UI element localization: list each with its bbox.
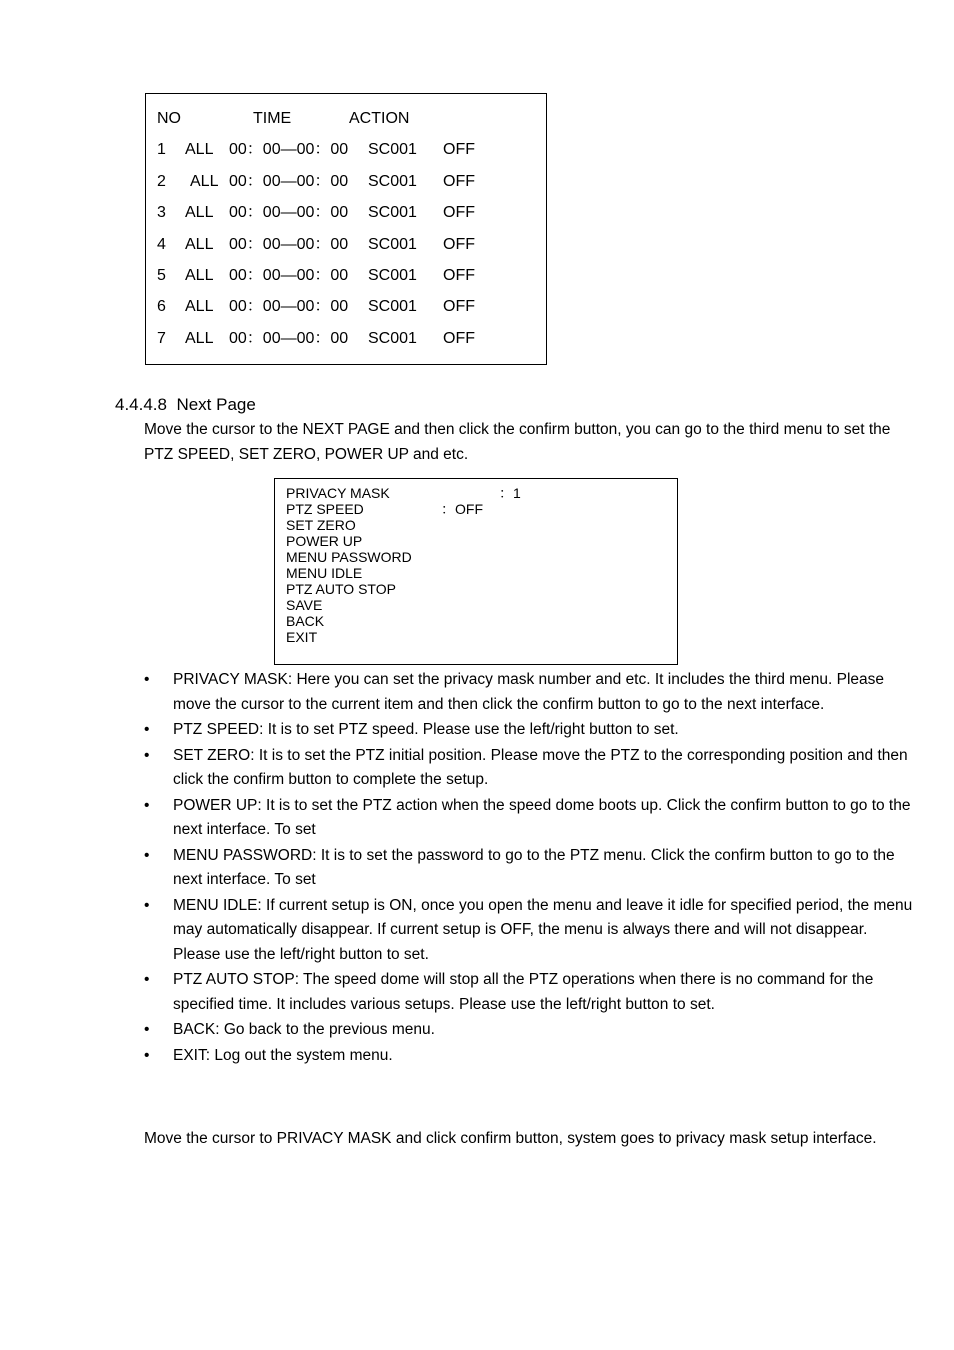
bullet-icon: • (144, 846, 150, 864)
schedule-table (145, 93, 547, 365)
list-item-text: SET ZERO: It is to set the PTZ initial position. Please move the PTZ to the corresponding position and then click the confirm button to complete the setup. (173, 746, 908, 788)
list-item-text: MENU PASSWORD: It is to set the password to go to the PTZ menu. Click the confirm button to go to the next interface. To set (173, 846, 895, 888)
privacy-mask-paragraph: Move the cursor to PRIVACY MASK and click confirm button, system goes to privacy mask setup interface. (144, 1130, 877, 1147)
menu-item-ptz-speed: PTZ SPEED (286, 501, 364, 517)
bullet-icon: • (144, 1021, 150, 1038)
bullet-icon: • (144, 746, 150, 764)
row-day: ALL (185, 236, 214, 253)
menu-item-save: SAVE (286, 597, 323, 613)
row-preset: SC001 (368, 204, 417, 221)
row-day: ALL (185, 330, 214, 347)
row-time: 00：00—00：00 (229, 236, 349, 253)
bullet-icon: • (144, 671, 150, 688)
row-time: 00：00—00：00 (229, 173, 349, 190)
row-action: OFF (443, 298, 475, 315)
menu-item-privacy-mask: PRIVACY MASK (286, 485, 390, 501)
list-item-text: EXIT: Log out the system menu. (173, 1046, 393, 1064)
menu-item-menu-password: MENU PASSWORD (286, 549, 412, 565)
row-preset: SC001 (368, 236, 417, 253)
row-time: 00：00—00：00 (229, 298, 349, 315)
row-number: 3 (157, 204, 166, 221)
list-item (144, 968, 919, 1017)
menu-description-list (144, 668, 919, 1069)
row-number: 5 (157, 267, 166, 284)
menu-item-menu-idle: MENU IDLE (286, 565, 363, 581)
row-number: 6 (157, 298, 166, 315)
row-action: OFF (443, 173, 475, 190)
bullet-icon: • (144, 971, 150, 988)
list-item (144, 744, 919, 793)
list-item-text: POWER UP: It is to set the PTZ action when the speed dome boots up. Click the confirm button to go to the next interface. To set (173, 796, 911, 838)
list-item (144, 794, 919, 843)
bullet-icon: • (144, 896, 150, 914)
section-title: Next Page (176, 395, 256, 414)
row-action: OFF (443, 141, 475, 158)
list-item-text: MENU IDLE: If current setup is ON, once you open the menu and leave it idle for specified period, the menu may automatically disappear. If current setup is OFF, the menu is always there and will not disappear. Please use the left/right button to set. (173, 896, 913, 963)
menu-item-set-zero: SET ZERO (286, 517, 356, 533)
bullet-icon: • (144, 796, 150, 814)
menu-item-ptz-auto-stop: PTZ AUTO STOP (286, 581, 396, 597)
menu-item-power-up: POWER UP (286, 533, 363, 549)
list-item (144, 894, 919, 968)
section-number: 4.4.4.8 (115, 395, 167, 414)
column-header-action: ACTION (349, 110, 410, 127)
row-time: 00：00—00：00 (229, 267, 349, 284)
row-time: 00：00—00：00 (229, 330, 349, 347)
list-item-text: PTZ AUTO STOP: The speed dome will stop all the PTZ operations when there is no command for the specified time. It includes various setups. Please use the left/right button to set. (173, 971, 874, 1013)
row-preset: SC001 (368, 173, 417, 190)
row-time: 00：00—00：00 (229, 141, 349, 158)
row-number: 7 (157, 330, 166, 347)
intro-paragraph: Move the cursor to the NEXT PAGE and then click the confirm button, you can go to the third menu to set the PTZ SPEED, SET ZERO, POWER UP and etc. (144, 421, 891, 463)
bullet-icon: • (144, 721, 150, 738)
menu-item-back: BACK (286, 613, 325, 629)
row-day: ALL (190, 173, 219, 190)
menu-item-exit: EXIT (286, 629, 318, 645)
row-day: ALL (185, 267, 214, 284)
row-time: 00：00—00：00 (229, 204, 349, 221)
list-item (144, 718, 919, 743)
bullet-icon: • (144, 1046, 150, 1064)
row-number: 2 (157, 173, 166, 190)
column-header-no: NO (157, 110, 181, 127)
list-item-text: PTZ SPEED: It is to set PTZ speed. Please use the left/right button to set. (173, 721, 679, 738)
list-item (144, 1018, 919, 1043)
row-day: ALL (185, 204, 214, 221)
row-preset: SC001 (368, 330, 417, 347)
row-action: OFF (443, 330, 475, 347)
row-action: OFF (443, 236, 475, 253)
row-day: ALL (185, 298, 214, 315)
ptz-menu-box (274, 478, 678, 665)
row-preset: SC001 (368, 298, 417, 315)
list-item-text: PRIVACY MASK: Here you can set the privacy mask number and etc. It includes the third menu. Please move the cursor to the current item and then click the confirm button to go to the next interface. (173, 671, 885, 713)
list-item (144, 1044, 919, 1069)
row-preset: SC001 (368, 141, 417, 158)
row-action: OFF (443, 267, 475, 284)
column-header-time: TIME (253, 110, 292, 127)
section-heading (115, 395, 256, 415)
list-item-text: BACK: Go back to the previous menu. (173, 1021, 435, 1038)
privacy-mask-value: ：1 (499, 485, 521, 501)
list-item (144, 668, 919, 717)
row-preset: SC001 (368, 267, 417, 284)
row-number: 1 (157, 141, 166, 158)
row-action: OFF (443, 204, 475, 221)
ptz-speed-value: ：OFF (441, 501, 483, 517)
row-number: 4 (157, 236, 166, 253)
list-item (144, 844, 919, 893)
row-day: ALL (185, 141, 214, 158)
